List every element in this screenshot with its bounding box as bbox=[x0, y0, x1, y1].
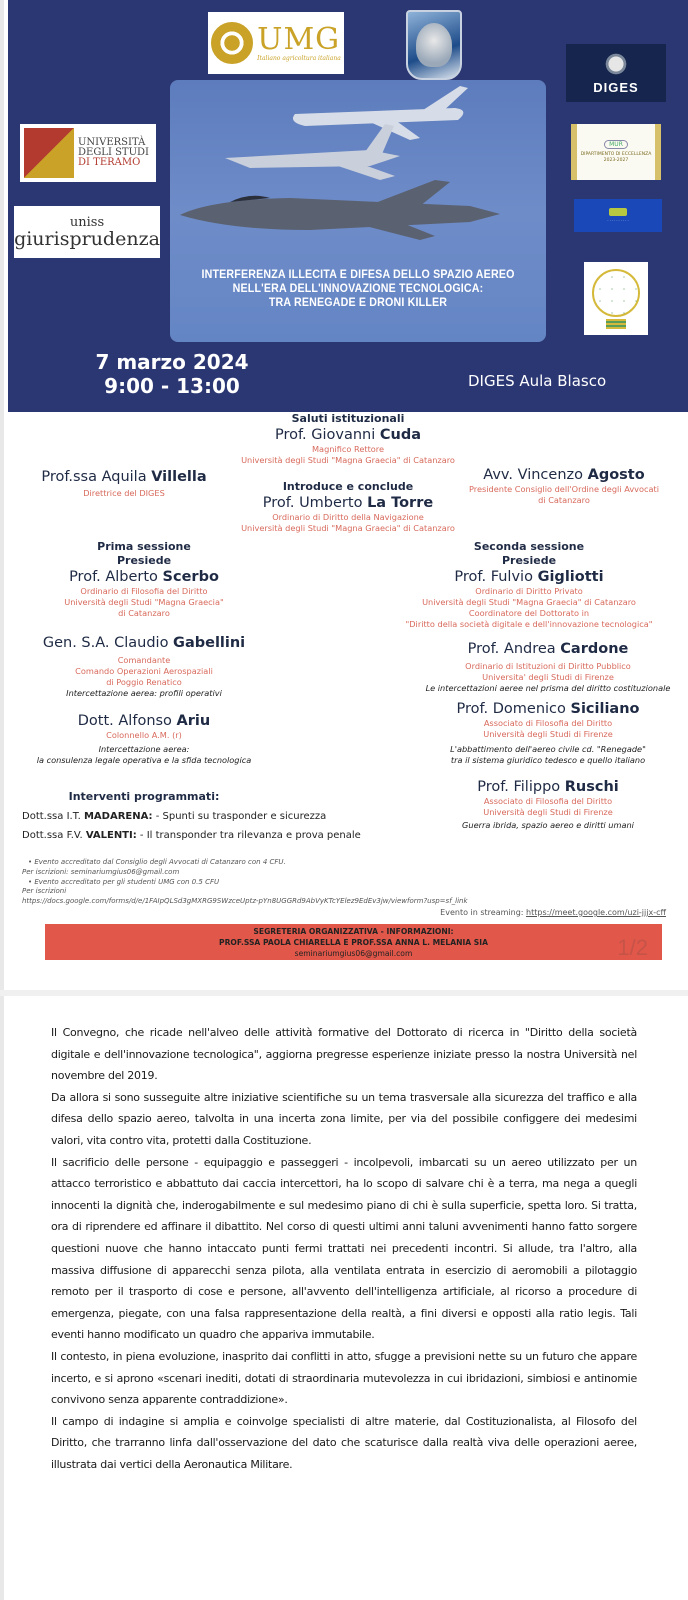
speaker-role: Ordinario di Diritto Privato bbox=[475, 586, 583, 596]
saluti-block bbox=[4, 412, 688, 466]
speaker-last-name: Cardone bbox=[560, 641, 629, 657]
speaker-last-name: La Torre bbox=[367, 495, 434, 511]
event-title-line-3: TRA RENEGADE E DRONI KILLER bbox=[268, 295, 448, 309]
speaker-first-name: Prof. Andrea bbox=[467, 641, 556, 657]
paragraph: Il campo di indagine si amplia e coinvolge specialisti di altre materie, dal Costituzionalista, al Filosofo del Diritto, che trarranno linfa dall'osservazione del dato che scaturisce dalla realtà viva delle operazioni aeree, illustrata dai vertici della Aeronautica Militare. bbox=[51, 1414, 637, 1471]
speaker-first-name: Prof. Fulvio bbox=[454, 569, 533, 585]
note-bullet: • Evento accreditato dal Consiglio degli Avvocati di Catanzaro con 4 CFU. bbox=[28, 858, 286, 866]
speaker-first-name: Prof. Alberto bbox=[69, 569, 158, 585]
talk-title: Guerra ibrida, spazio aereo e diritti umani bbox=[462, 820, 634, 830]
speaker-affiliation-city: di Poggio Renatico bbox=[106, 677, 182, 687]
intervento-prefix: Dott.ssa F.V. bbox=[22, 830, 83, 841]
speaker-first-name: Prof. Filippo bbox=[477, 779, 561, 795]
speaker-first-name: Prof.ssa Aquila bbox=[41, 469, 147, 485]
event-title-line-2: NELL'ERA DELL'INNOVAZIONE TECNOLOGICA: bbox=[232, 281, 484, 295]
session1-subheading: Presiede bbox=[116, 554, 172, 567]
page-indicator: 1/2 bbox=[617, 935, 648, 960]
saluti-heading: Saluti istituzionali bbox=[291, 412, 405, 425]
event-datetime bbox=[92, 350, 252, 398]
speaker-affiliation: Università degli Studi "Magna Graecia" di Catanzaro bbox=[241, 523, 455, 533]
diges-logo-text: DIGES bbox=[593, 80, 639, 95]
ruschi-block bbox=[404, 778, 688, 831]
streaming-label: Evento in streaming: bbox=[440, 908, 524, 917]
speaker-role: Colonnello A.M. (r) bbox=[106, 730, 182, 740]
eu-logo-text: · · · · · · · · · · bbox=[607, 219, 629, 223]
speaker-role: Associato di Filosofia del Diritto bbox=[483, 718, 613, 728]
note-line: Per iscrizioni: seminariumgius06@gmail.com bbox=[22, 867, 180, 876]
ariu-block bbox=[14, 712, 274, 766]
speaker-last-name: Siciliano bbox=[570, 701, 640, 717]
speaker-last-name: Villella bbox=[151, 469, 207, 485]
paragraph: Il Convegno, che ricade nell'alveo delle attività formative del Dottorato di ricerca in "Diritto della società digitale e dell'innovazione tecnologica", aggiorna pregresse esperienze iniziate presso la nostra Università nel novembre del 2019. bbox=[51, 1026, 637, 1083]
speaker-name bbox=[404, 700, 688, 718]
speaker-affiliation-city: di Catanzaro bbox=[118, 608, 170, 618]
paragraph: Il contesto, in piena evoluzione, inasprito dai conflitti in atto, sfugge a previsioni nette su un futuro che appare incerto, e si aprono «scenari inediti, dotati di straordinaria mutevolezza in cui ibridazioni, simbiosi e antinomie convivono senza apparente contraddizione». bbox=[51, 1349, 637, 1407]
uniss-line2: giurisprudenza bbox=[14, 227, 160, 250]
intervento-item bbox=[22, 826, 361, 845]
event-time: 9:00 - 13:00 bbox=[104, 374, 240, 398]
session1-heading: Prima sessione bbox=[97, 540, 191, 553]
speaker-affiliation: Università degli Studi "Magna Graecia" di Catanzaro bbox=[241, 455, 455, 465]
interventi-list bbox=[22, 807, 361, 845]
speaker-affiliation: Università degli Studi "Magna Graecia" di Catanzaro bbox=[422, 597, 636, 607]
paragraph: Il sacrificio delle persone - equipaggio e passeggeri - incolpevoli, imbarcati su un aereo utilizzato per un attacco terroristico e abbattuto dai caccia intercettori, ha lo scopo di salvare chi è a terra, ma nega a quegli innocenti la dignità che, inderogabilmente e sul medesimo piano di chi è sulla superficie, spetta loro. Si tratta, ora di riprendere ed affinare il dibattito. Nel corso di questi ultimi anni taluni avvenimenti hanno fatto sorgere questioni nuove che hanno intaccato punti fermi trattati nei precedenti incontri. Si allude, tra l'altro, alla massiva diffusione di apparecchi senza pilota, alla ventilata entrata in esercizio di aeromobili a pilotaggio remoto per il trasporto di cose e persone, all'avvento dell'intelligenza artificiale, al ricorso a procedure di emergenza, piegate, con una falsa rappresentazione della realtà, a fini diversi e opposti alla ratio legis. Tali eventi hanno modificato un quadro che appariva immutabile. bbox=[51, 1155, 637, 1342]
speaker-name bbox=[24, 568, 264, 586]
eu-center-logo bbox=[574, 199, 662, 232]
cube-emblem-icon bbox=[24, 128, 74, 178]
session1-chair-block bbox=[24, 540, 264, 619]
speaker-affiliation: Universita' degli Studi di Firenze bbox=[482, 672, 614, 682]
speaker-first-name: Avv. Vincenzo bbox=[483, 467, 583, 483]
speaker-role: Magnifico Rettore bbox=[311, 444, 385, 454]
speaker-affiliation: Comando Operazioni Aerospaziali bbox=[75, 666, 213, 676]
f35-icon bbox=[180, 180, 500, 240]
teramo-line2: DEGLI STUDI bbox=[78, 147, 149, 158]
introduce-block bbox=[4, 480, 688, 534]
accreditation-notes bbox=[22, 858, 468, 907]
talk-title: Intercettazione aerea: profili operativi bbox=[66, 688, 222, 698]
streaming-link[interactable]: https://meet.google.com/uzi-jjjx-cff bbox=[526, 908, 666, 917]
aeronautica-militare-crest bbox=[406, 10, 462, 80]
talk-title: L'abbattimento dell'aereo civile cd. "Renegade" bbox=[450, 744, 646, 754]
speaker-name bbox=[4, 426, 688, 444]
speaker-last-name: Gigliotti bbox=[537, 569, 604, 585]
tree-emblem-icon bbox=[603, 51, 629, 77]
teramo-line3: DI TERAMO bbox=[78, 157, 141, 168]
speaker-last-name: Scerbo bbox=[162, 569, 219, 585]
event-date: 7 marzo 2024 bbox=[95, 350, 249, 374]
note-bullet-text: Evento accreditato dal Consiglio degli Avvocati di Catanzaro con 4 CFU. bbox=[34, 858, 286, 866]
speaker-role: Ordinario di Diritto della Navigazione bbox=[272, 512, 424, 522]
event-venue: DIGES Aula Blasco bbox=[468, 372, 607, 390]
lightbulb-logo bbox=[584, 262, 648, 335]
mur-badge: MUR bbox=[604, 140, 628, 149]
speaker-last-name: Ruschi bbox=[564, 779, 619, 795]
secretary-email[interactable]: seminariumgius06@gmail.com bbox=[294, 949, 413, 958]
intervento-item bbox=[22, 807, 361, 826]
secretary-box bbox=[45, 924, 662, 960]
crest-emblem-icon bbox=[416, 23, 452, 67]
talk-title: Le intercettazioni aeree nel prisma del diritto costituzionale bbox=[425, 683, 671, 693]
speaker-name bbox=[404, 778, 688, 796]
speaker-role: Direttrice del DIGES bbox=[83, 488, 165, 498]
speaker-role: Associato di Filosofia del Diritto bbox=[483, 796, 613, 806]
speaker-role: Ordinario di Istituzioni di Diritto Pubblico bbox=[465, 661, 631, 671]
speaker-last-name: Agosto bbox=[587, 467, 645, 483]
interventi-heading-block bbox=[14, 790, 274, 804]
speaker-last-name: Gabellini bbox=[173, 635, 246, 651]
intervento-prefix: Dott.ssa I.T. bbox=[22, 811, 81, 822]
speaker-affiliation: Università degli Studi "Magna Graecia" bbox=[64, 597, 224, 607]
speaker-first-name: Gen. S.A. Claudio bbox=[42, 635, 169, 651]
teramo-logo bbox=[20, 124, 156, 182]
talk-title-cont: la consulenza legale operativa e la sfida tecnologica bbox=[36, 755, 252, 765]
note-bullet: • Evento accreditato per gli studenti UMG con 0.5 CFU bbox=[28, 877, 220, 886]
speaker-first-name: Prof. Domenico bbox=[456, 701, 566, 717]
speaker-name bbox=[404, 640, 688, 658]
session2-chair-block bbox=[384, 540, 674, 630]
speaker-name bbox=[14, 634, 274, 652]
talk-title: Intercettazione aerea: bbox=[98, 744, 190, 754]
speaker-affiliation: di Catanzaro bbox=[538, 495, 590, 505]
umg-seal-icon bbox=[211, 22, 253, 64]
speaker-first-name: Prof. Giovanni bbox=[274, 427, 376, 443]
introduce-heading: Introduce e conclude bbox=[282, 480, 414, 493]
speaker-name bbox=[384, 568, 674, 586]
description-text bbox=[51, 1022, 637, 1475]
eu-emblem-icon bbox=[609, 208, 627, 216]
cardone-block bbox=[404, 640, 688, 694]
speaker-role: Ordinario di Filosofia del Diritto bbox=[80, 586, 208, 596]
speaker-name bbox=[14, 712, 274, 730]
event-title bbox=[196, 267, 519, 309]
intervento-name: VALENTI: bbox=[85, 830, 137, 841]
talk-title-cont: tra il sistema giuridico tedesco e quello italiano bbox=[450, 755, 646, 765]
intervento-text: - Il transponder tra rilevanza e prova penale bbox=[139, 830, 361, 841]
speaker-first-name: Prof. Umberto bbox=[262, 495, 363, 511]
intervento-text: - Spunti su trasponder e sicurezza bbox=[155, 811, 327, 822]
mur-text: DIPARTIMENTO DI ECCELLENZA 2023-2027 bbox=[580, 152, 652, 163]
gabellini-block bbox=[14, 634, 274, 699]
speaker-first-name: Dott. Alfonso bbox=[77, 713, 172, 729]
speaker-role: Comandante bbox=[117, 655, 171, 665]
umg-logo bbox=[208, 12, 344, 74]
hero-image bbox=[170, 80, 546, 342]
diges-logo bbox=[566, 44, 666, 102]
registration-link[interactable]: https://docs.google.com/forms/d/e/1FAIpQLSd3gMXRG9SWzceUptz-pYn8UGGRd9AbVyKTcYElez9EdEv3jw/viewform?usp=sf_link bbox=[22, 897, 468, 906]
mur-excellence-logo bbox=[571, 124, 661, 180]
streaming-info bbox=[440, 908, 666, 917]
speaker-affiliation: Università degli Studi di Firenze bbox=[483, 807, 613, 817]
speaker-last-name: Cuda bbox=[379, 427, 422, 443]
speaker-coordination: Coordinatore del Dottorato in bbox=[468, 608, 590, 618]
note-bullet-text: Evento accreditato per gli studenti UMG con 0.5 CFU bbox=[34, 877, 220, 886]
eurofighter-icon bbox=[225, 124, 400, 180]
lightbulb-icon bbox=[592, 269, 640, 317]
umg-logo-text: UMG bbox=[257, 21, 341, 57]
intervento-name: MADARENA: bbox=[83, 811, 153, 822]
flyer-page-2 bbox=[0, 996, 688, 1600]
speaker-name bbox=[4, 494, 688, 512]
uniss-logo bbox=[14, 206, 160, 258]
speaker-program-name: "Diritto della società digitale e dell'innovazione tecnologica" bbox=[405, 619, 653, 629]
speaker-role: Presidente Consiglio dell'Ordine degli Avvocati bbox=[468, 484, 660, 494]
lightbulb-base-icon bbox=[606, 319, 626, 329]
note-line: Per iscrizioni bbox=[22, 887, 67, 896]
umg-logo-tagline: Italiano agricoltura italiana bbox=[257, 54, 341, 62]
siciliano-block bbox=[404, 700, 688, 766]
uniss-line1: uniss bbox=[69, 214, 105, 230]
speaker-last-name: Ariu bbox=[176, 713, 211, 729]
teramo-line1: UNIVERSITÀ bbox=[78, 137, 146, 148]
session2-subheading: Presiede bbox=[501, 554, 557, 567]
paragraph: Da allora si sono susseguite altre iniziative scientifiche su un tema trasversale alla sicurezza del traffico e alla difesa dello spazio aereo, talvolta in una incerta zona limite, per via del possibile configgere dei medesimi valori, vita contro vita, protetti dalla Costituzione. bbox=[51, 1090, 637, 1147]
secretary-heading: SEGRETERIA ORGANIZZATIVA - INFORMAZIONI: bbox=[253, 927, 454, 936]
event-title-line-1: INTERFERENZA ILLECITA E DIFESA DELLO SPAZIO AEREO bbox=[201, 267, 515, 281]
secretary-names: PROF.SSA PAOLA CHIARELLA E PROF.SSA ANNA L. MELANIA SIA bbox=[219, 938, 488, 947]
session2-heading: Seconda sessione bbox=[473, 540, 585, 553]
speaker-affiliation: Università degli Studi di Firenze bbox=[483, 729, 613, 739]
interventi-heading: Interventi programmati: bbox=[68, 790, 220, 803]
